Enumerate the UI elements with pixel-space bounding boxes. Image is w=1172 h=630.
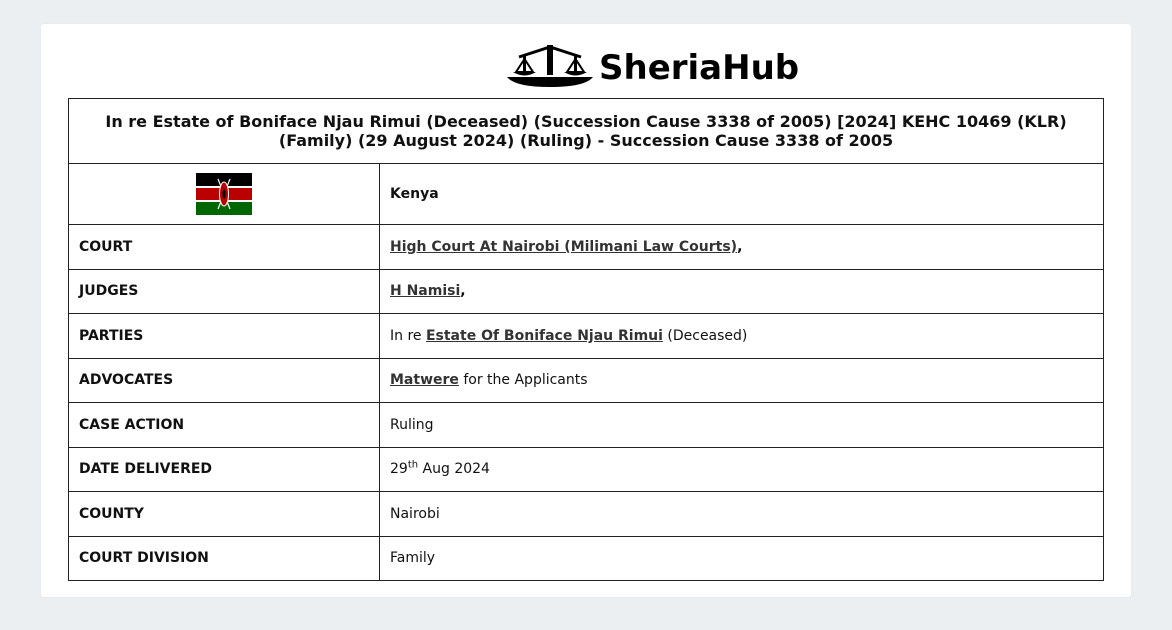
- parties-value: [380, 314, 1104, 359]
- scales-of-justice-boat-icon: [505, 43, 595, 89]
- parties-label: PARTIES: [69, 314, 380, 359]
- kenya-flag-icon: [196, 173, 252, 215]
- judges-row: [69, 269, 1104, 314]
- country-row: [69, 164, 1104, 225]
- country-name: Kenya: [380, 164, 1104, 225]
- county-row: [69, 492, 1104, 537]
- judges-label: JUDGES: [69, 269, 380, 314]
- brand-name: SheriaHub: [599, 48, 800, 88]
- parties-suffix: (Deceased): [662, 327, 748, 344]
- advocate-link[interactable]: Matwere: [390, 372, 459, 389]
- date-ordinal: th: [407, 459, 419, 471]
- court-division-label: COURT DIVISION: [69, 536, 380, 581]
- court-link[interactable]: High Court At Nairobi (Milimani Law Courts): [390, 238, 738, 255]
- parties-link[interactable]: Estate Of Boniface Njau Rimui: [425, 327, 663, 344]
- court-row: [69, 225, 1104, 270]
- county-label: COUNTY: [69, 492, 380, 537]
- case-action-value: Ruling: [380, 403, 1104, 448]
- advocates-label: ADVOCATES: [69, 358, 380, 403]
- court-division-value: Family: [380, 536, 1104, 581]
- date-delivered-label: DATE DELIVERED: [69, 447, 380, 492]
- date-rest: Aug 2024: [418, 461, 490, 478]
- flag-cell: [69, 164, 380, 225]
- date-delivered-value: [380, 447, 1104, 492]
- advocates-value: [380, 358, 1104, 403]
- document-card: [41, 24, 1131, 597]
- parties-row: [69, 314, 1104, 359]
- county-value: Nairobi: [380, 492, 1104, 537]
- court-division-row: [69, 536, 1104, 581]
- court-suffix: ,: [737, 238, 743, 255]
- date-day: 29: [390, 461, 408, 478]
- parties-prefix: In re: [390, 327, 426, 344]
- date-delivered-row: [69, 447, 1104, 492]
- advocates-row: [69, 358, 1104, 403]
- case-action-row: [69, 403, 1104, 448]
- title-row: [69, 99, 1104, 164]
- case-details-table: [68, 98, 1104, 581]
- judge-link[interactable]: H Namisi: [390, 283, 461, 300]
- court-label: COURT: [69, 225, 380, 270]
- judges-suffix: ,: [460, 283, 466, 300]
- case-title: In re Estate of Boniface Njau Rimui (Deceased) (Succession Cause 3338 of 2005) [2024] KEHC 10469 (KLR) (Family) (29 August 2024) (Ruling) - Succession Cause 3338 of 2005: [69, 99, 1104, 164]
- sheriahub-logo[interactable]: [505, 42, 799, 90]
- case-action-label: CASE ACTION: [69, 403, 380, 448]
- court-value: [380, 225, 1104, 270]
- advocates-suffix: for the Applicants: [458, 372, 588, 389]
- judges-value: [380, 269, 1104, 314]
